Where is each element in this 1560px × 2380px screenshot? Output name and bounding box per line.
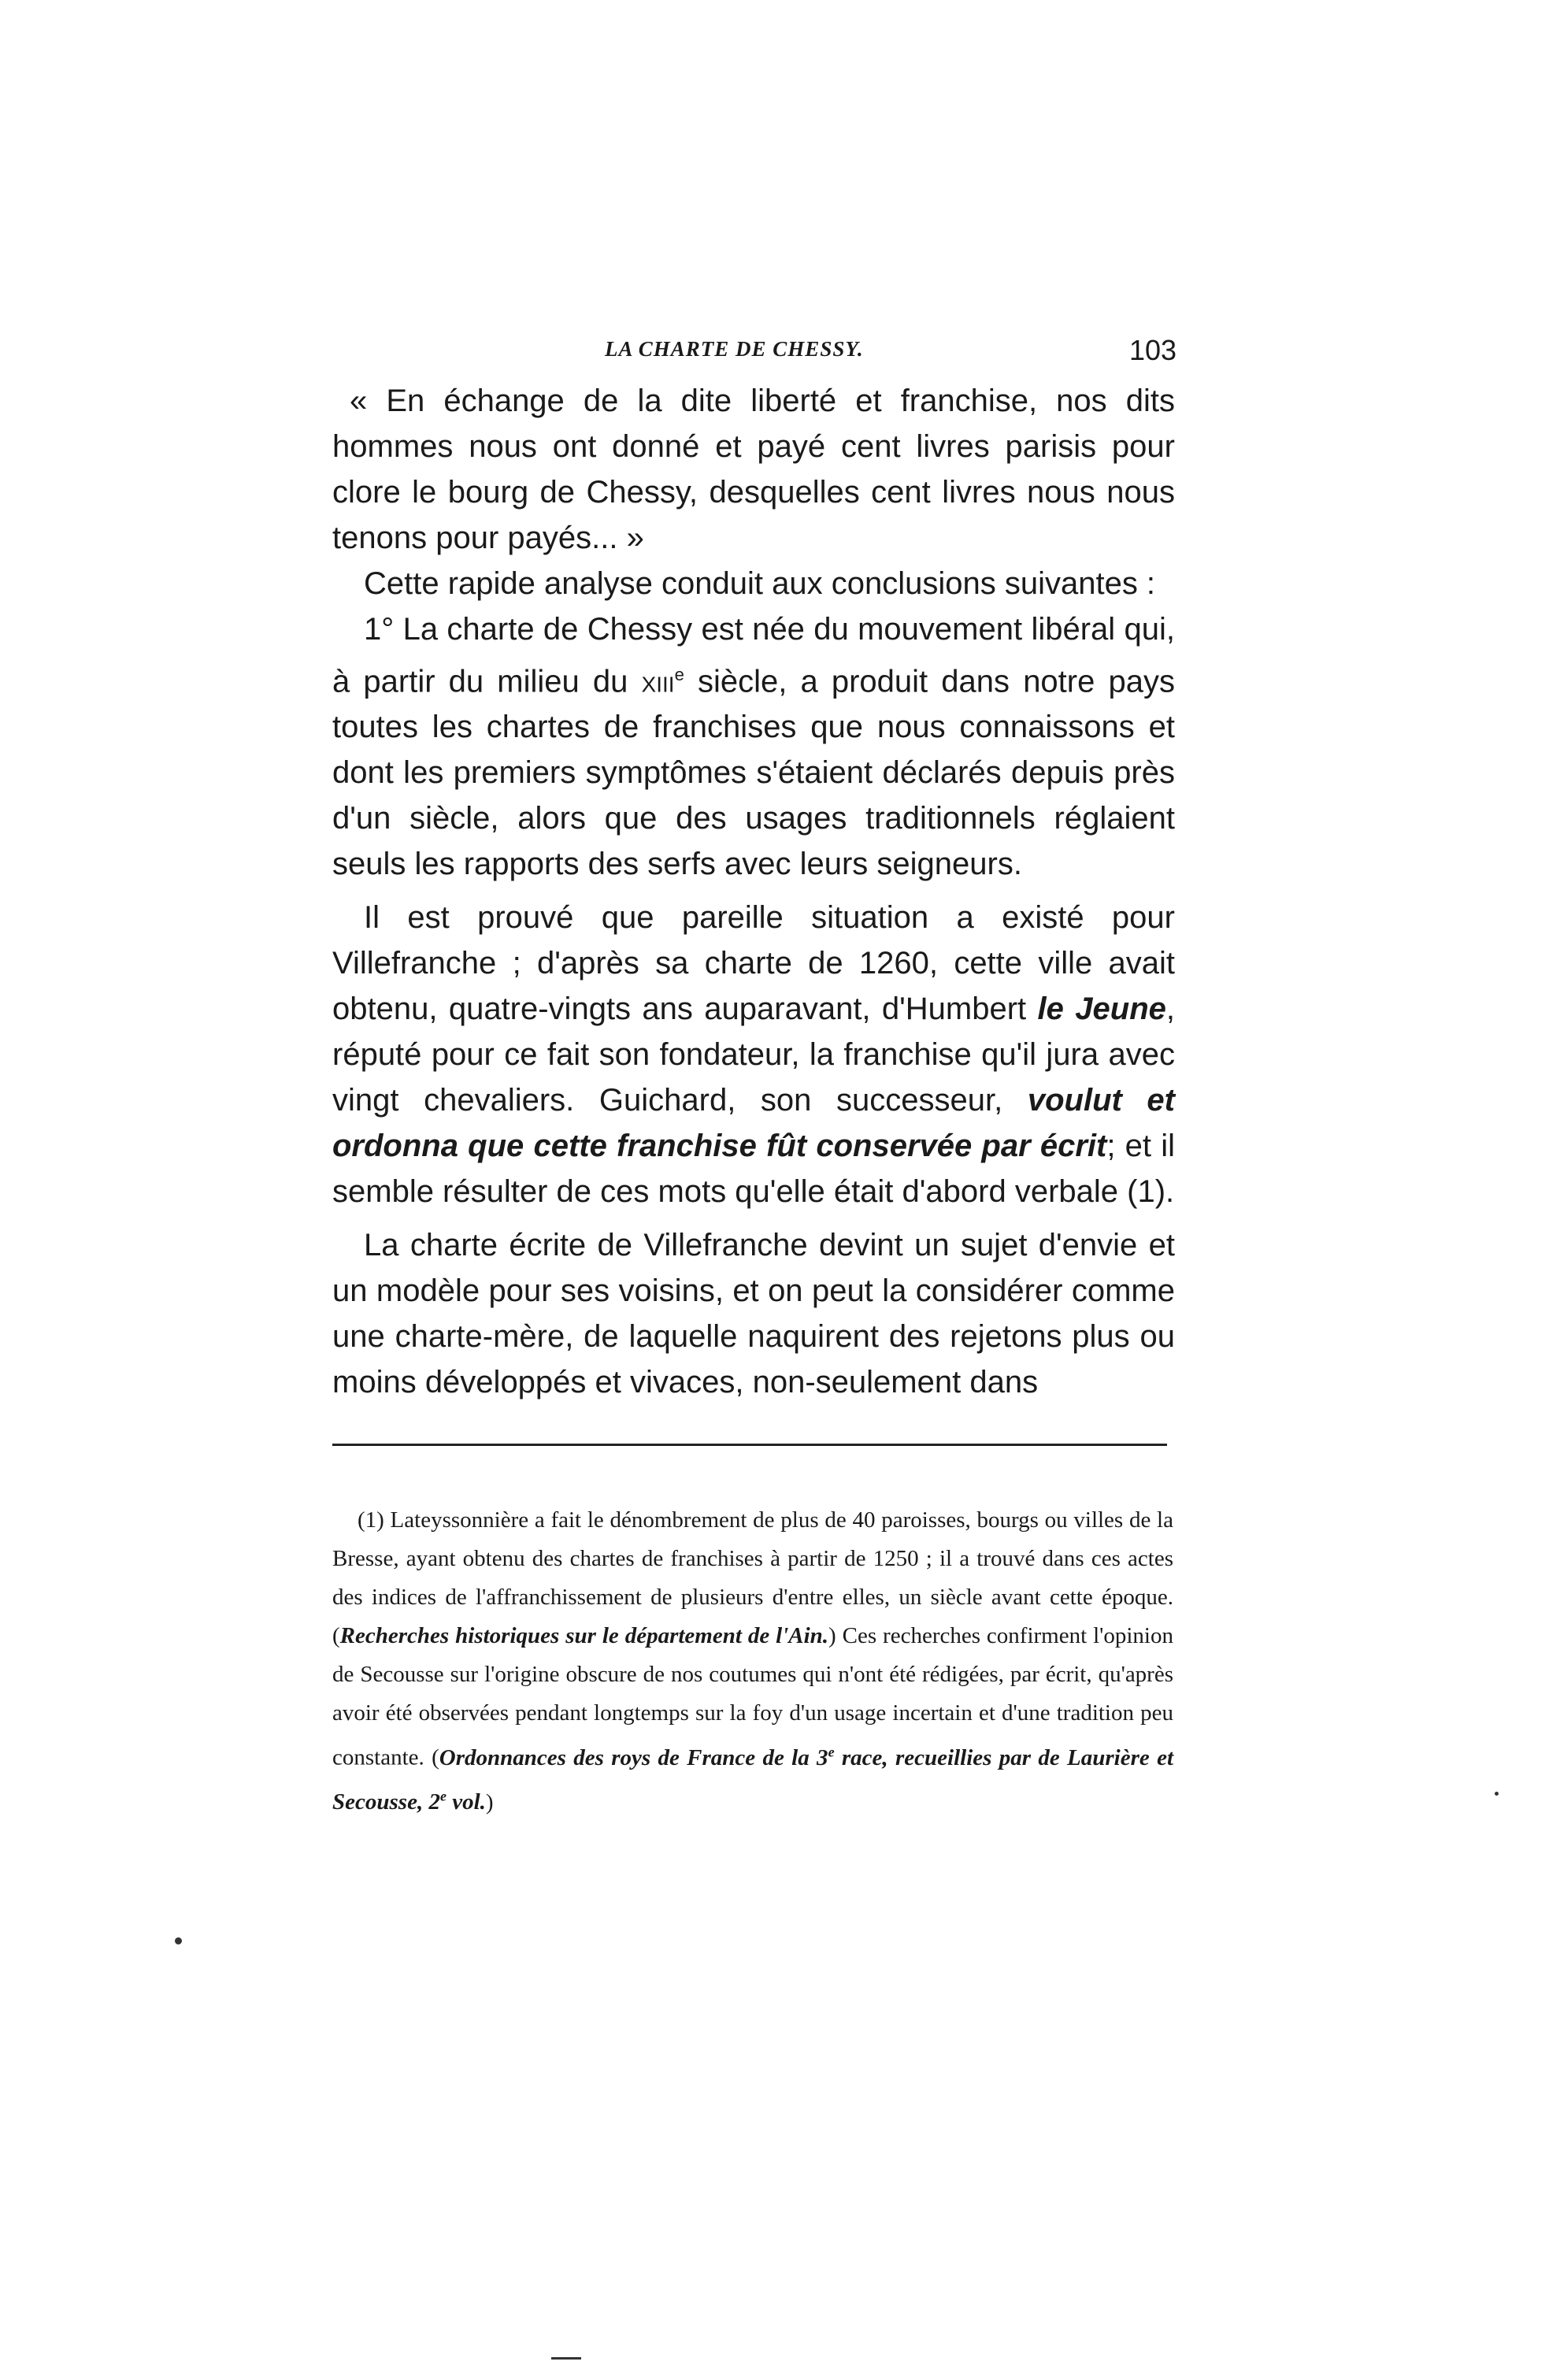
footnote-1 bbox=[332, 1501, 1173, 1822]
footnote-reference-ordonnances bbox=[332, 1745, 1173, 1815]
footnote-separator bbox=[332, 1444, 1167, 1446]
ordonnances-superscript: e bbox=[828, 1744, 835, 1759]
first-conclusion-text-end: siècle, a produit dans notre pays toutes les chartes de franchises que nous connaissons et dont les premiers symptômes s'étaient déclarés depuis près d'un siècle, alors que des usages traditionnels réglaient seuls les rapports des serfs avec leurs seigneurs. bbox=[332, 664, 1175, 882]
main-text bbox=[332, 378, 1175, 1405]
footnote-text-end: ) bbox=[485, 1789, 494, 1815]
first-conclusion-paragraph bbox=[332, 606, 1175, 887]
century-numeral: xiii bbox=[641, 664, 675, 699]
villefranche-paragraph bbox=[332, 895, 1175, 1214]
first-conclusion-text-start: 1° La charte de Chessy est née du mouvement libéral qui, à partir du milieu du bbox=[332, 612, 1175, 699]
scan-speck bbox=[175, 1937, 182, 1944]
ordonnances-title-end: vol. bbox=[446, 1789, 486, 1815]
quote-paragraph: « En échange de la dite liberté et franchise, nos dits hommes nous ont donné et payé cent livres parisis pour clore le bourg de Chessy, desquelles cent livres nous nous tenons pour payés... » bbox=[332, 384, 1175, 555]
footnote-text-middle: ) Ces recherches confirment l'opinion de Secousse sur l'origine obscure de nos coutumes qui n'ont été rédigées, par écrit, qu'après avoir été observées pendant longtemps sur la foy d'un usage incertain et d'une tradition peu constante. ( bbox=[332, 1623, 1173, 1770]
guichard-quote: voulut et ordonna que cette franchise fût conservée par écrit bbox=[332, 1083, 1175, 1164]
villefranche-text-start: Il est prouvé que pareille situation a existé pour Villefranche ; d'après sa charte de 1260, cette ville avait obtenu, quatre-vingts ans auparavant, d'Humbert bbox=[332, 900, 1175, 1027]
running-title: LA CHARTE DE CHESSY. bbox=[605, 337, 864, 361]
scan-speck bbox=[1495, 1792, 1499, 1796]
ordonnances-title-middle: race, recueillies par de Laurière et Secousse, 2 bbox=[332, 1744, 1173, 1815]
scan-bottom-mark bbox=[551, 2357, 581, 2360]
conclusion-intro-paragraph: Cette rapide analyse conduit aux conclusions suivantes : bbox=[364, 566, 1156, 601]
charte-mere-paragraph: La charte écrite de Villefranche devint un sujet d'envie et un modèle pour ses voisins, et on peut la considérer comme une charte-mère, de laquelle naquirent des rejetons plus ou moins développés et vivaces, non-seulement dans bbox=[332, 1228, 1175, 1400]
humbert-epithet: le Jeune bbox=[1037, 992, 1166, 1027]
villefranche-text-end: ; et il semble résulter de ces mots qu'elle était d'abord verbale (1). bbox=[332, 1129, 1175, 1210]
page-header bbox=[0, 334, 1560, 373]
century-superscript: e bbox=[674, 665, 684, 684]
page-number: 103 bbox=[1129, 334, 1177, 366]
footnote-text-start: (1) Lateyssonnière a fait le dénombrement de plus de 40 paroisses, bourgs ou villes de la Bresse, ayant obtenu des chartes de franchises à partir de 1250 ; il a trouvé dans ces actes des indices de l'affranchissement de plusieurs d'entre elles, un siècle avant cette époque. ( bbox=[332, 1507, 1173, 1648]
volume-superscript: e bbox=[439, 1788, 447, 1804]
villefranche-text-middle: , réputé pour ce fait son fondateur, la franchise qu'il jura avec vingt chevaliers. Guichard, son successeur, bbox=[332, 992, 1176, 1118]
ordonnances-title-start: Ordonnances des roys de France de la 3 bbox=[439, 1744, 828, 1770]
footnote-reference-recherches: Recherches historiques sur le département de l'Ain. bbox=[339, 1623, 829, 1648]
